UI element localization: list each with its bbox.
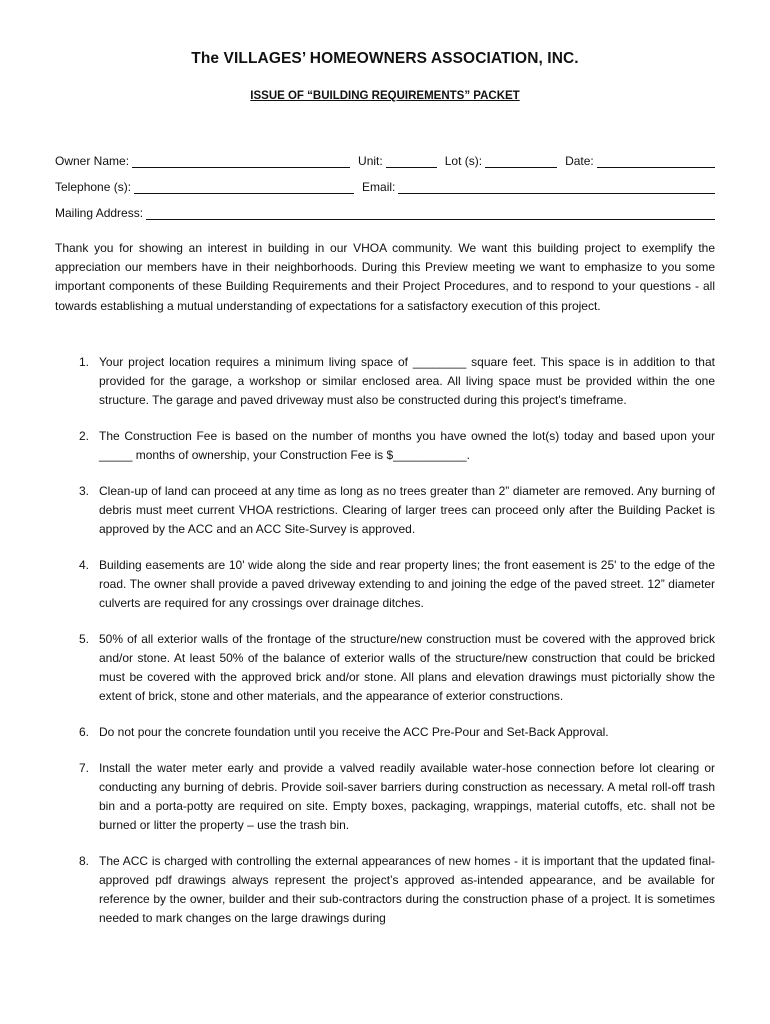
item-text: Install the water meter early and provide a valved readily available water-hose connection before lot clearing or conducting any burning of debris. Provide soil-saver barriers during construction as necessary. A metal roll-off trash bin and a porta-potty are required on site. Empty boxes, packaging, wrappings, material cutoffs, etc. shall not be burned or litter the property – use the trash bin. [99, 761, 715, 832]
item-text: 50% of all exterior walls of the frontage of the structure/new construction must be covered with the approved brick and/or stone. At least 50% of the balance of exterior walls of the structure/new construction that could be bricked must be covered with the approved brick and/or stone. All plans and elevation drawings must pictorially show the extent of brick, stone and other materials, and the appearance of exterior constructions. [99, 632, 715, 703]
date-label: Date: [565, 154, 594, 168]
item-text: The ACC is charged with controlling the external appearances of new homes - it is important that the updated final-approved pdf drawings always represent the project’s approved as-intended appearance, and be available for reference by the owner, builder and their sub-contractors during the construction phase of a project. It is sometimes needed to mark changes on the large drawings during [99, 854, 715, 925]
owner-name-field[interactable] [132, 154, 350, 168]
form-row-address [55, 194, 715, 220]
intro-paragraph: Thank you for showing an interest in building in our VHOA community. We want this building project to exemplify the appreciation our members have in their neighborhoods. During this Preview meeting we want to emphasize to you some important components of these Building Requirements and their Project Procedures, and to respond to your questions - all towards establishing a mutual understanding of expectations for a satisfactory execution of this project. [55, 241, 715, 313]
list-item [55, 556, 715, 613]
mailing-address-label: Mailing Address: [55, 206, 144, 220]
item-text: Building easements are 10' wide along the side and rear property lines; the front easement is 25' to the edge of the road. The owner shall provide a paved driveway extending to and joining the edge of the paved street. 12” diameter culverts are required for any crossings over drainage ditches. [99, 558, 715, 610]
unit-field[interactable] [386, 154, 437, 168]
telephone-field[interactable] [134, 180, 354, 194]
form-row-owner [55, 142, 715, 168]
unit-label: Unit: [358, 154, 383, 168]
item-number: 7. [79, 761, 90, 775]
email-label: Email: [362, 180, 396, 194]
list-item [55, 759, 715, 835]
mailing-address-field[interactable] [146, 206, 715, 220]
document-title: The VILLAGES’ HOMEOWNERS ASSOCIATION, INC. [191, 50, 579, 67]
owner-info-form [55, 142, 715, 220]
date-field[interactable] [597, 154, 715, 168]
list-item [55, 630, 715, 706]
item-number: 6. [79, 725, 90, 739]
item-number: 5. [79, 632, 90, 646]
item-number: 8. [79, 854, 90, 868]
email-field[interactable] [398, 180, 715, 194]
item-text: The Construction Fee is based on the number of months you have owned the lot(s) today and based upon your _____ months of ownership, your Construction Fee is $___________. [99, 429, 715, 462]
lot-field[interactable] [485, 154, 557, 168]
item-number: 3. [79, 484, 90, 498]
lot-label: Lot (s): [444, 154, 483, 168]
item-number: 4. [79, 558, 90, 572]
item-number: 1. [79, 355, 90, 369]
list-item [55, 482, 715, 539]
list-item [55, 353, 715, 410]
item-text: Your project location requires a minimum living space of ________ square feet. This space is in addition to that provided for the garage, a workshop or similar enclosed area. All living space must be provided within the one structure. The garage and paved driveway must also be constructed during this project's timeframe. [99, 355, 715, 407]
owner-name-label: Owner Name: [55, 154, 130, 168]
requirements-list [55, 353, 715, 945]
list-item [55, 427, 715, 465]
list-item [55, 852, 715, 928]
item-text: Clean-up of land can proceed at any time as long as no trees greater than 2” diameter are removed. Any burning of debris must meet current VHOA restrictions. Clearing of larger trees can proceed only after the Building Packet is approved by the ACC and an ACC Site-Survey is approved. [99, 484, 715, 536]
item-number: 2. [79, 429, 90, 443]
document-subtitle: ISSUE OF “BUILDING REQUIREMENTS” PACKET [250, 90, 520, 102]
item-text: Do not pour the concrete foundation until you receive the ACC Pre-Pour and Set-Back Approval. [99, 725, 609, 739]
telephone-label: Telephone (s): [55, 180, 132, 194]
form-row-contact [55, 168, 715, 194]
list-item [55, 723, 715, 742]
